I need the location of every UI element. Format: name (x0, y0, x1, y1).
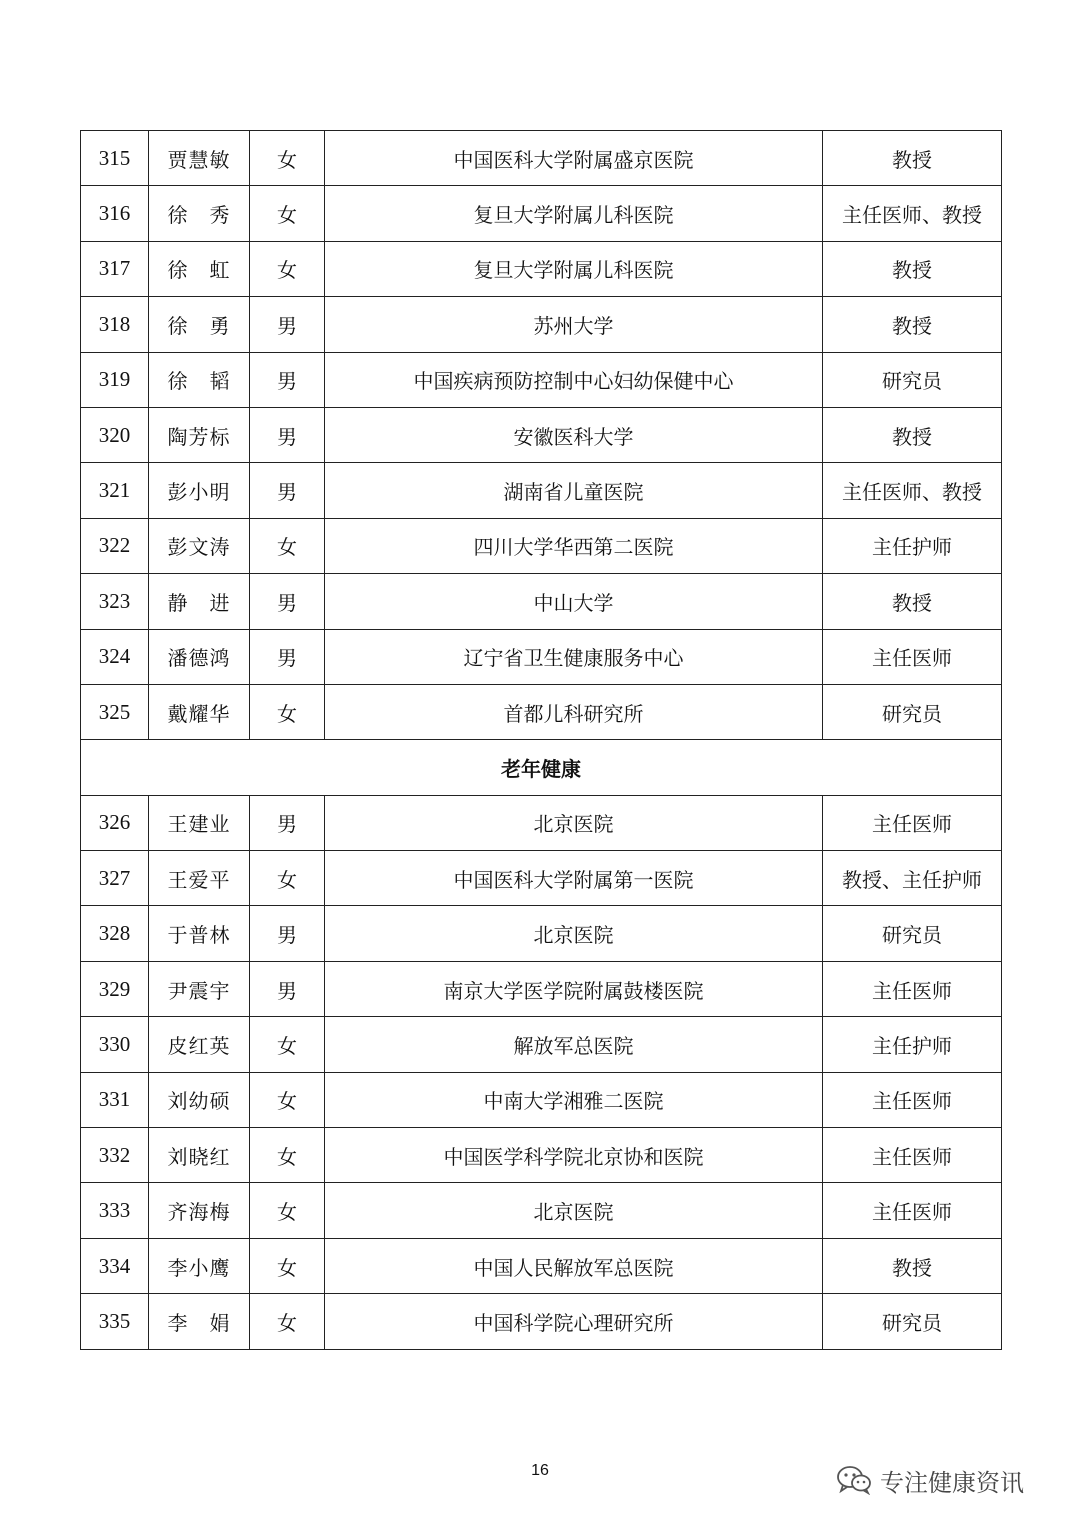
person-name: 彭文涛 (149, 518, 250, 573)
gender-cell: 男 (250, 352, 325, 407)
row-number: 332 (81, 1128, 149, 1183)
organization-cell: 中国医学科学院北京协和医院 (325, 1128, 823, 1183)
row-number: 321 (81, 463, 149, 518)
row-number: 330 (81, 1017, 149, 1072)
gender-cell: 女 (250, 1183, 325, 1238)
table-row (81, 463, 1002, 518)
table-row (81, 1183, 1002, 1238)
gender-cell: 女 (250, 851, 325, 906)
table-row (81, 795, 1002, 850)
organization-cell: 中南大学湘雅二医院 (325, 1072, 823, 1127)
person-name: 李 娟 (149, 1294, 250, 1349)
gender-cell: 女 (250, 1238, 325, 1293)
person-name: 陶芳标 (149, 407, 250, 462)
gender-cell: 女 (250, 1294, 325, 1349)
gender-cell: 女 (250, 1128, 325, 1183)
row-number: 323 (81, 574, 149, 629)
table-row (81, 518, 1002, 573)
organization-cell: 中国人民解放军总医院 (325, 1238, 823, 1293)
title-cell: 教授 (823, 1238, 1002, 1293)
table-row (81, 629, 1002, 684)
title-cell: 研究员 (823, 1294, 1002, 1349)
title-cell: 教授 (823, 407, 1002, 462)
gender-cell: 男 (250, 629, 325, 684)
person-name: 徐 虹 (149, 241, 250, 296)
organization-cell: 中山大学 (325, 574, 823, 629)
watermark-text: 专注健康资讯 (880, 1468, 1024, 1497)
title-cell: 主任医师 (823, 795, 1002, 850)
gender-cell: 女 (250, 1072, 325, 1127)
row-number: 317 (81, 241, 149, 296)
title-cell: 主任医师 (823, 1183, 1002, 1238)
title-cell: 主任护师 (823, 518, 1002, 573)
title-cell: 主任医师、教授 (823, 463, 1002, 518)
person-name: 戴耀华 (149, 684, 250, 739)
title-cell: 教授 (823, 297, 1002, 352)
person-name: 刘幼硕 (149, 1072, 250, 1127)
person-name: 刘晓红 (149, 1128, 250, 1183)
row-number: 318 (81, 297, 149, 352)
organization-cell: 北京医院 (325, 906, 823, 961)
table-row (81, 131, 1002, 186)
row-number: 331 (81, 1072, 149, 1127)
title-cell: 教授 (823, 241, 1002, 296)
row-number: 326 (81, 795, 149, 850)
organization-cell: 北京医院 (325, 1183, 823, 1238)
table-row (81, 1017, 1002, 1072)
person-name: 徐 勇 (149, 297, 250, 352)
row-number: 327 (81, 851, 149, 906)
table-row (81, 684, 1002, 739)
organization-cell: 解放军总医院 (325, 1017, 823, 1072)
title-cell: 主任医师、教授 (823, 186, 1002, 241)
gender-cell: 男 (250, 407, 325, 462)
gender-cell: 女 (250, 518, 325, 573)
title-cell: 主任医师 (823, 1128, 1002, 1183)
organization-cell: 安徽医科大学 (325, 407, 823, 462)
row-number: 335 (81, 1294, 149, 1349)
row-number: 334 (81, 1238, 149, 1293)
organization-cell: 中国科学院心理研究所 (325, 1294, 823, 1349)
organization-cell: 复旦大学附属儿科医院 (325, 241, 823, 296)
gender-cell: 男 (250, 297, 325, 352)
organization-cell: 中国医科大学附属盛京医院 (325, 131, 823, 186)
table-body (81, 131, 1002, 1350)
gender-cell: 女 (250, 131, 325, 186)
gender-cell: 女 (250, 684, 325, 739)
gender-cell: 女 (250, 186, 325, 241)
title-cell: 研究员 (823, 906, 1002, 961)
person-name: 静 进 (149, 574, 250, 629)
table-row (81, 906, 1002, 961)
title-cell: 主任医师 (823, 629, 1002, 684)
person-name: 徐 韬 (149, 352, 250, 407)
person-name: 王建业 (149, 795, 250, 850)
person-name: 皮红英 (149, 1017, 250, 1072)
row-number: 320 (81, 407, 149, 462)
organization-cell: 南京大学医学院附属鼓楼医院 (325, 961, 823, 1016)
organization-cell: 复旦大学附属儿科医院 (325, 186, 823, 241)
row-number: 328 (81, 906, 149, 961)
table-row (81, 574, 1002, 629)
organization-cell: 中国医科大学附属第一医院 (325, 851, 823, 906)
section-header: 老年健康 (81, 740, 1002, 795)
title-cell: 主任医师 (823, 1072, 1002, 1127)
gender-cell: 女 (250, 1017, 325, 1072)
table-row (81, 1072, 1002, 1127)
title-cell: 教授、主任护师 (823, 851, 1002, 906)
organization-cell: 中国疾病预防控制中心妇幼保健中心 (325, 352, 823, 407)
person-name: 王爱平 (149, 851, 250, 906)
table-row (81, 1294, 1002, 1349)
watermark (836, 1460, 1024, 1500)
gender-cell: 男 (250, 795, 325, 850)
gender-cell: 男 (250, 574, 325, 629)
table-row (81, 851, 1002, 906)
table-row (81, 241, 1002, 296)
page-number: 16 (531, 1462, 549, 1479)
title-cell: 研究员 (823, 352, 1002, 407)
table-row (81, 297, 1002, 352)
title-cell: 研究员 (823, 684, 1002, 739)
organization-cell: 辽宁省卫生健康服务中心 (325, 629, 823, 684)
table-row (81, 352, 1002, 407)
wechat-icon (836, 1465, 872, 1495)
gender-cell: 男 (250, 961, 325, 1016)
row-number: 316 (81, 186, 149, 241)
person-name: 贾慧敏 (149, 131, 250, 186)
person-name: 于普林 (149, 906, 250, 961)
gender-cell: 男 (250, 463, 325, 518)
row-number: 325 (81, 684, 149, 739)
title-cell: 教授 (823, 574, 1002, 629)
title-cell: 教授 (823, 131, 1002, 186)
row-number: 315 (81, 131, 149, 186)
person-name: 齐海梅 (149, 1183, 250, 1238)
person-name: 潘德鸿 (149, 629, 250, 684)
title-cell: 主任医师 (823, 961, 1002, 1016)
organization-cell: 湖南省儿童医院 (325, 463, 823, 518)
person-name: 徐 秀 (149, 186, 250, 241)
table-row (81, 1128, 1002, 1183)
table-row (81, 961, 1002, 1016)
person-name: 彭小明 (149, 463, 250, 518)
table-row (81, 1238, 1002, 1293)
organization-cell: 四川大学华西第二医院 (325, 518, 823, 573)
row-number: 322 (81, 518, 149, 573)
row-number: 319 (81, 352, 149, 407)
gender-cell: 女 (250, 241, 325, 296)
row-number: 329 (81, 961, 149, 1016)
organization-cell: 苏州大学 (325, 297, 823, 352)
row-number: 333 (81, 1183, 149, 1238)
title-cell: 主任护师 (823, 1017, 1002, 1072)
expert-list-table (80, 130, 1002, 1350)
table-row (81, 186, 1002, 241)
table-row (81, 407, 1002, 462)
organization-cell: 首都儿科研究所 (325, 684, 823, 739)
organization-cell: 北京医院 (325, 795, 823, 850)
gender-cell: 男 (250, 906, 325, 961)
person-name: 尹震宇 (149, 961, 250, 1016)
row-number: 324 (81, 629, 149, 684)
person-name: 李小鹰 (149, 1238, 250, 1293)
section-header-row (81, 740, 1002, 795)
